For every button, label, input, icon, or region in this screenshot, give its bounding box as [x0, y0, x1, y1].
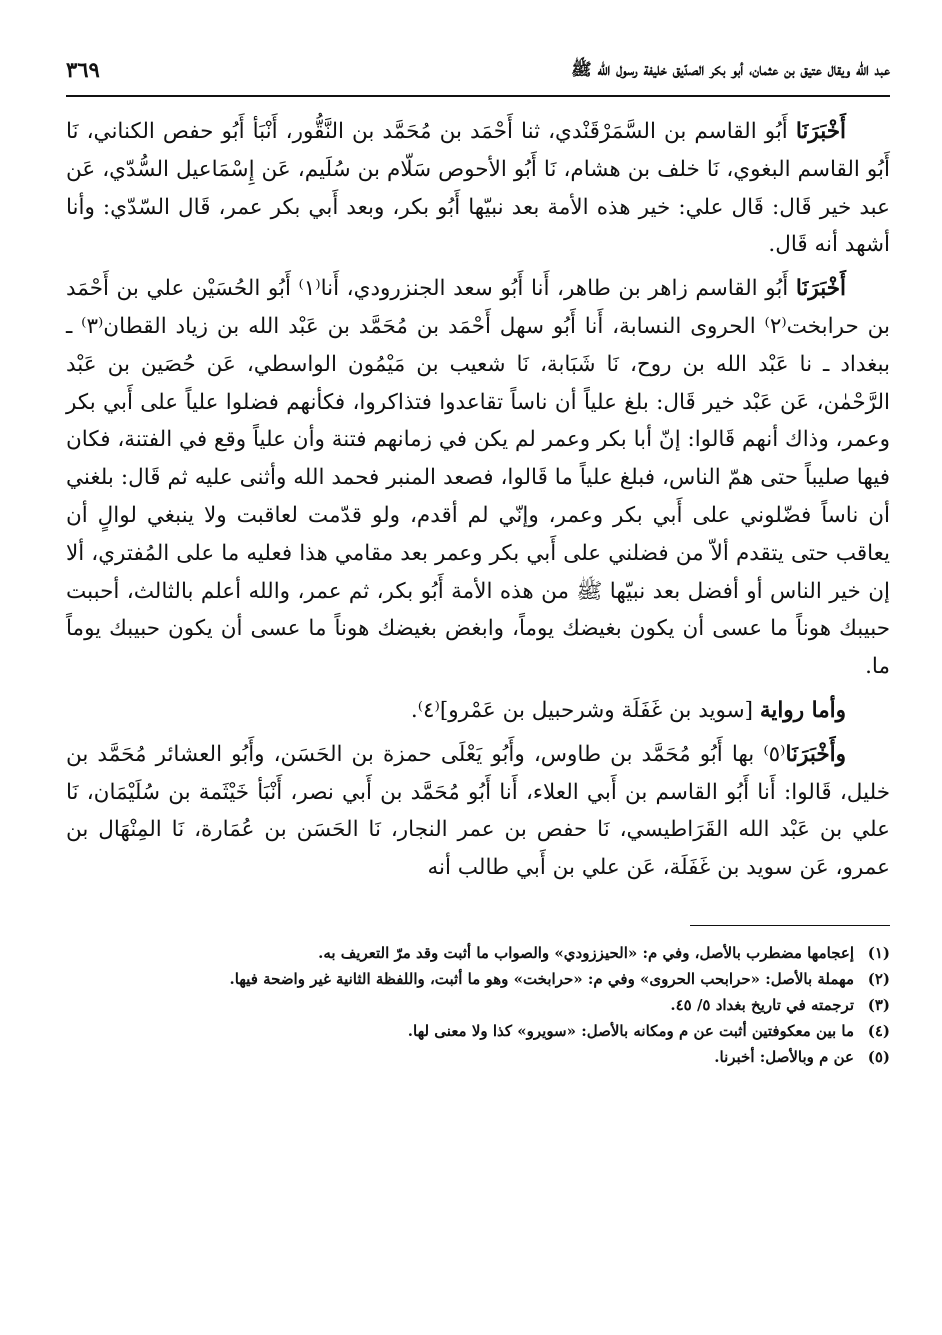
paragraph-2-text: أَبُو القاسم زاهر بن طاهر، أَنا أَبُو سعد الجنزرودي، أَنا⁽١⁾ أَبُو الحُسَيْن علي بن أَحْمَد بن حرابخت⁽٢⁾ الحروى النسابة، أَنا أَبُو سهل أَحْمَد بن مُحَمَّد بن عَبْد الله بن زياد القطان⁽٣⁾ ـ ببغداد ـ نا عَبْد الله بن روح، نَا شَبَابة، نَا شعيب بن مَيْمُون الواسطي، عَن حُصَين بن عَبْد الرَّحْمٰن، عَن عَبْد خير قَال: بلغ علياً أن ناساً تقاعدوا فتذاكروا، فكأنهم فضلوا علياً على أَبي بكر وعمر، وذاك أنهم قَالوا: إنّ أبا بكر وعمر لم يكن في زمانهم فتنة وأن علياً وقع في الفتنة، فكان فيها صليباً حتى همّ الناس، فبلغ علياً ما قَالوا، فصعد المنبر فحمد الله وأثنى عليه ثم قَال: بلغني أن ناساً فضّلوني على أَبي بكر وعمر، وإنّي لم أقدم، ولو قدّمت لعاقبت ولا ينبغي لوالٍ أن يعاقب حتى يتقدم ألاّ من فضلني على أَبي بكر وعمر بعد مقامي هذا فعليه ما على المُفتري، ألا إن خير الناس أو أفضل بعد نبيّها ﷺ من هذه الأمة أَبُو بكر، ثم عمر، والله أعلم بالثالث، أحببت حبيبك هوناً ما عسى أن يكون بغيضك يوماً، وابغض بغيضك هوناً ما عسى أن يكون حبيبك يوماً ما. [66, 276, 890, 680]
footnote [66, 1044, 890, 1070]
footnote-separator [690, 925, 890, 926]
subheading [66, 692, 890, 730]
footnote-text: مهملة بالأصل: «حرابحب الحروى» وفي م: «حرابخت» وهو ما أثبت، واللفظة الثانية غير واضحة فيها. [229, 969, 854, 988]
paragraph-3 [66, 736, 890, 887]
footnote-number: (٣) [867, 995, 890, 1014]
running-title: عبد الله ويقال عتيق بن عثمان، أبو بكر الصدّيق خليفة رسول الله ﷺ [571, 60, 890, 80]
paragraph-1-text: أَبُو القاسم بن السَّمَرْقَنْدي، ثنا أَحْمَد بن مُحَمَّد بن النَّقُّور، أَنْبَأ أَبُو حفص الكناني، نَا أَبُو القاسم البغوي، نَا خلف بن هشام، نَا أَبُو الأحوص سَلّام بن سُلَيم، عَن إِسْمَاعيل السُّدّي، عَن عبد خير قَال: قَال علي: خير هذه الأمة بعد نبيّها أَبُو بكر، وبعد أَبي بكر عمر، قَال السّدّي: وأنا أشهد أنه قَال. [66, 119, 890, 258]
paragraph-2 [66, 270, 890, 686]
paragraph-2-lead: أَخْبَرَنَا [795, 276, 846, 302]
footnote-number: (٥) [867, 1047, 890, 1066]
footnote-text: إعجامها مضطرب بالأصل، وفي م: «الحيززودي» والصواب ما أثبت وقد مرّ التعريف به. [318, 943, 854, 962]
footnote [66, 940, 890, 966]
footnote-number: (١) [867, 943, 890, 962]
paragraph-1 [66, 113, 890, 264]
footnote-number: (٤) [867, 1021, 890, 1040]
footnote-text: ما بين معكوفتين أثبت عن م ومكانه بالأصل: «سويرو» كذا ولا معنى لها. [407, 1021, 854, 1040]
footnote-text: عن م وبالأصل: أخبرنا. [714, 1047, 854, 1066]
footnote-text: ترجمته في تاريخ بغداد ٥/ ٤٥. [670, 995, 854, 1014]
page-header [66, 55, 890, 97]
footnotes [66, 940, 890, 1070]
footnote [66, 966, 890, 992]
subheading-lead: وأما رواية [759, 697, 846, 723]
page-number: ٣٦٩ [66, 57, 100, 82]
paragraph-1-lead: أَخْبَرَنَا [795, 119, 846, 144]
footnote [66, 1018, 890, 1044]
footnote [66, 992, 890, 1018]
paragraph-3-lead: وأَخْبَرَنَا [785, 741, 846, 767]
book-page [66, 55, 890, 1295]
subheading-text: [سويد بن غَفَلَة وشرحبيل بن عَمْرو]⁽٤⁾. [410, 697, 760, 723]
footnote-number: (٢) [867, 969, 890, 988]
main-text [66, 113, 890, 887]
paragraph-3-text: ⁽٥⁾ بها أَبُو مُحَمَّد بن طاوس، وأَبُو يَعْلَى حمزة بن الحَسَن، وأَبُو العشائر مُحَمَّد بن خليل، قَالوا: أَنا أَبُو القاسم بن أَبي العلاء، أَنا أَبُو مُحَمَّد بن أَبي نصر، أَنْبَأ خَيْثَمة بن سُلَيْمَان، نَا علي بن عَبْد الله القَرَاطيسي، نَا حفص بن عمر النجار، نَا الحَسَن بن عُمَارة، نَا المِنْهَال بن عمرو، عَن سويد بن غَفَلَة، عَن علي بن أَبي طالب أنه [66, 741, 890, 881]
